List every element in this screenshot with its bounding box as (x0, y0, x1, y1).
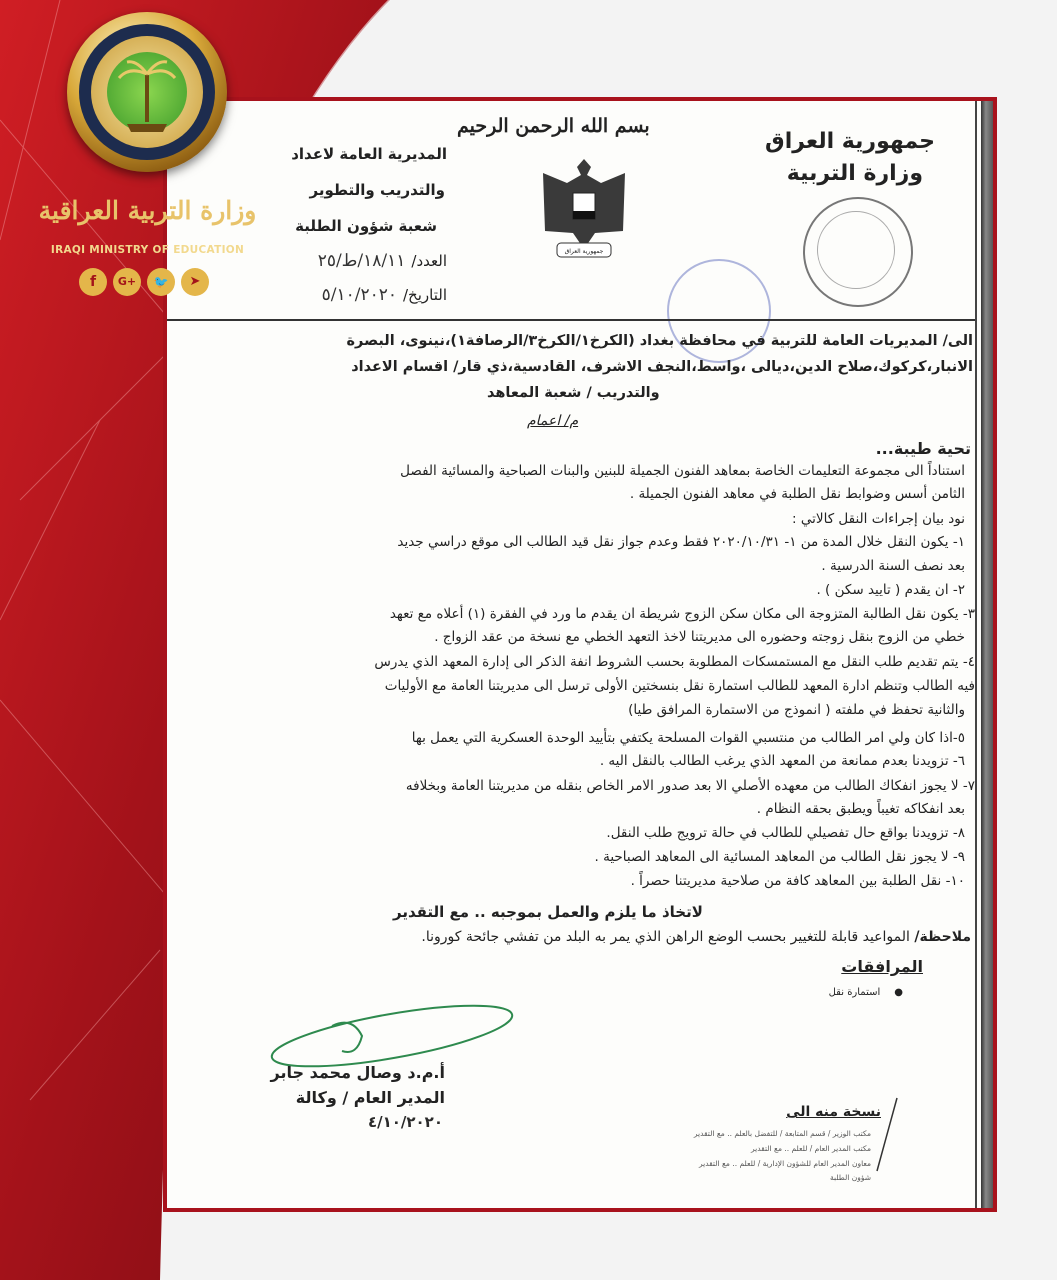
body-line: فيه الطالب وتنظم ادارة المعهد للطالب استمارة نقل بنسختين الأولى ترسل الى مديريتنا العامة مع الأوليات (384, 678, 975, 694)
initial-stroke (872, 1096, 902, 1176)
number-label: العدد/ (411, 252, 447, 270)
ministry-seal-logo (67, 12, 227, 172)
body-line: بعد انفكاكه تغيباً ويطبق بحقه النظام . (756, 801, 965, 817)
attachment-item: ●استمارة نقل (828, 987, 903, 998)
facebook-icon[interactable]: f (79, 268, 107, 296)
header-divider (167, 319, 975, 321)
signatory-name: أ.م.د وصال محمد جابر (270, 1063, 445, 1082)
body-line: خطي من الزوج بنقل زوجته وحضوره الى مديريتنا لاخذ التعهد الخطي مع نسخة من عقد الزواج . (434, 629, 965, 645)
scan-edge (981, 101, 993, 1208)
body-line: والثانية تحفظ في ملفته ( انموذج من الاستمارة المرافق طيا) (628, 702, 965, 718)
note-label: ملاحظة/ (914, 929, 971, 945)
greeting: تحية طيبة... (875, 439, 971, 458)
body-line: ٧- لا يجوز انفكاك الطالب من معهده الأصلي الا بعد صدور الامر الخاص بنقله من مديريتنا العامة وبخلافه (405, 778, 975, 794)
date-value: ٥/١٠/٢٠٢٠ (321, 285, 397, 305)
addressee-line-2: الانبار،كركوك،صلاح الدين،ديالى ،واسط،النجف الاشرف، القادسية،ذي قار/ اقسام الاعداد (351, 359, 973, 375)
signatory-title: المدير العام / وكالة (295, 1088, 445, 1107)
note-text: المواعيد قابلة للتغيير بحسب الوضع الراهن الذي يمر به البلد من تفشي جائحة كورونا. (421, 929, 915, 945)
body-line: ١٠- نقل الطلبة بين المعاهد كافة من صلاحية مديريتنا حصراً . (630, 873, 965, 889)
basmala: بسم الله الرحمن الرحيم (457, 115, 650, 137)
body-line: ٤- يتم تقديم طلب النقل مع المستمسكات المطلوبة بحسب الشروط انفة الذكر الى إدارة المعهد الذي يدرس (374, 654, 975, 670)
twitter-icon[interactable]: 🐦 (147, 268, 175, 296)
header-directorate: المديرية العامة لاعداد (291, 145, 447, 163)
number-line (318, 251, 447, 271)
date-line (322, 285, 447, 305)
attachments-title: المرافقات (841, 957, 923, 976)
addressee-line-3: والتدريب / شعبة المعاهد (487, 385, 660, 401)
body-line: ١- يكون النقل خلال المدة من ١- ٢٠٢٠/١٠/٣١ فقط وعدم جواز نقل قيد الطالب الى موقع دراسي جديد (397, 534, 965, 550)
copy-item: مكتب المدير العام / للعلم .. مع التقدير (750, 1144, 871, 1153)
copy-item: معاون المدير العام للشؤون الإدارية / للعلم .. مع التقدير (698, 1159, 871, 1168)
body-line: ٦- تزويدنا بعدم ممانعة من المعهد الذي يرغب الطالب بالنقل اليه . (599, 753, 965, 769)
body-line: استناداً الى مجموعة التعليمات الخاصة بمعاهد الفنون الجميلة للبنين والبنات الصباحية والمسائية الفصل (400, 463, 965, 479)
signature-date: ٤/١٠/٢٠٢٠ (367, 1113, 443, 1131)
header-republic: جمهورية العراق (765, 129, 935, 154)
iraq-eagle-emblem-icon (537, 153, 631, 261)
body-line: ٨- تزويدنا بواقع حال تفصيلي للطالب في حالة ترويج طلب النقل. (606, 825, 965, 841)
body-line: ٢- ان يقدم ( تاييد سكن ) . (816, 582, 965, 598)
palm-tree-icon (67, 12, 227, 172)
letter-document (163, 97, 997, 1212)
date-label: التاريخ/ (403, 286, 447, 304)
header-student-affairs: شعبة شؤون الطلبة (295, 217, 437, 235)
body-line: ٥-اذا كان ولي امر الطالب من منتسبي القوات المسلحة يكتفي بتأييد الوحدة العسكرية التي يعمل بها (411, 730, 965, 746)
ministry-name-english: IRAQI MINISTRY OF EDUCATION (50, 244, 245, 256)
copy-item: شؤون الطلبة (830, 1173, 871, 1182)
copy-item: مكتب الوزير / قسم المتابعة / للتفضل بالعلم .. مع التقدير (693, 1129, 871, 1138)
subject: م/ اعمام (527, 413, 579, 429)
header-ministry: وزارة التربية (786, 161, 923, 186)
google-plus-icon[interactable]: G+ (113, 268, 141, 296)
header-training: والتدريب والتطوير (309, 181, 445, 199)
emblem-caption: جمهورية العراق (564, 248, 604, 255)
body-line: بعد نصف السنة الدرسية . (821, 558, 965, 574)
telegram-icon[interactable]: ➤ (181, 268, 209, 296)
body-line: ٣- يكون نقل الطالبة المتزوجة الى مكان سكن الزوج شريطة ان يقدم ما ورد في الفقرة (١) أعلاه مع تعهد (389, 606, 975, 622)
body-line: ٩- لا يجوز نقل الطالب من المعاهد المسائية الى المعاهد الصباحية . (594, 849, 965, 865)
body-line: نود بيان إجراءات النقل كالاتي : (792, 511, 965, 527)
closing-line: لاتخاذ ما يلزم والعمل بموجبه .. مع التقدير (393, 903, 703, 921)
copy-to-title: نسخة منه الى (786, 1104, 881, 1120)
ministry-name-arabic: وزارة التربية العراقية (38, 196, 257, 225)
body-line: الثامن أسس وضوابط نقل الطلبة في معاهد الفنون الجميلة . (629, 486, 965, 502)
bullet-icon: ● (894, 987, 903, 998)
number-value: ١٨/١١/ط/٢٥ (317, 251, 406, 271)
addressee-line-1: الى/ المديريات العامة للتربية في محافظة بغداد (الكرخ١/الكرخ٣/الرصافة١)،نينوى، البصرة (346, 333, 973, 349)
